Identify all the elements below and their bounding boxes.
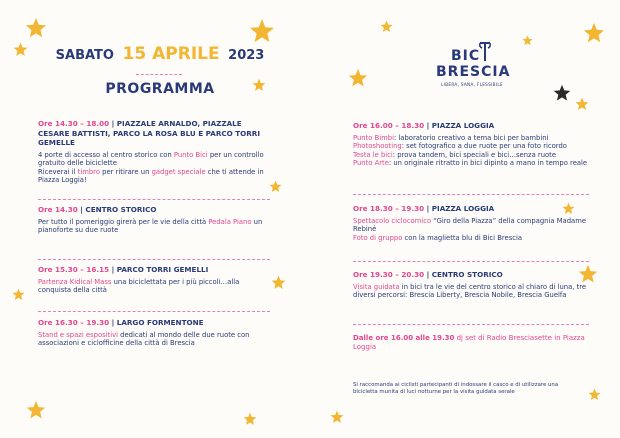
schedule-item-heading: Ore 16.30 – 19.30 | LARGO FORMENTONE (38, 318, 204, 327)
schedule-item-text: Stand e spazi espositivi dedicati al mondo delle due ruote con associazioni e ciclofficine della città di Brescia (38, 330, 250, 348)
schedule-item-text: Riceverai il timbro per ritirare un gadget speciale che ti attende in Piazza Loggia! (38, 167, 264, 185)
star-icon (249, 18, 275, 44)
safety-note: Si raccomanda ai ciclisti partecipanti di indossare il casco e di utilizzare una bicicletta munita di luci notturne per la visita guidata serale (353, 382, 559, 396)
schedule-item-text: Testa le bici: prova tandem, bici speciali e bici…senza ruote (353, 150, 557, 159)
schedule-item-text: Spettacolo ciclocomico “Giro della Piazza” della compagnia Madame Rebiné (353, 216, 587, 234)
star-icon (553, 84, 571, 102)
bicycle-icon (478, 40, 492, 62)
schedule-item-text: Punto Arte: un originale ritratto in bici dipinto a mano in tempo reale (353, 159, 588, 168)
event-date-value: 15 APRILE (122, 44, 220, 64)
schedule-item-heading: Ore 16.00 – 18.30 | PIAZZA LOGGIA (353, 121, 495, 130)
star-icon (575, 97, 589, 111)
star-icon (588, 388, 601, 401)
schedule-item-text: Dalle ore 16.00 alle 19.30 dj set di Radio Bresciasette in Piazza Loggia (353, 334, 585, 351)
schedule-item-heading: Ore 15.30 – 16.15 | PARCO TORRI GEMELLI (38, 265, 209, 274)
logo-line-2: BRESCIA (436, 64, 511, 80)
star-icon (243, 412, 257, 426)
schedule-item-heading: Ore 14.30 – 18.00 | PIAZZALE ARNALDO, PIAZZALE CESARE BATTISTI, PARCO LA ROSA BLU E PARCO TORRI GEMELLE (38, 119, 261, 147)
divider (136, 74, 182, 75)
schedule-item-text: 4 porte di accesso al centro storico con Punto Bici per un controllo gratuito delle biciclette (38, 150, 264, 168)
schedule-item-text: Partenza Kidical Mass una biciclettata per i più piccoli…alla conquista della città (38, 277, 240, 295)
schedule-item-heading: Ore 18.30 – 19.30 | PIAZZA LOGGIA (353, 204, 495, 213)
schedule-item-8 (353, 334, 589, 351)
star-icon (330, 410, 344, 424)
divider (38, 199, 270, 200)
star-icon (269, 180, 282, 193)
star-icon (380, 20, 393, 33)
schedule-item-6 (353, 205, 589, 242)
schedule-item-4 (38, 319, 270, 348)
schedule-item-text: Foto di gruppo con la maglietta blu di Bici Brescia (353, 233, 523, 242)
divider (38, 259, 270, 260)
schedule-item-text: Visita guidata in bici tra le vie del centro storico al chiaro di luna, tre diversi percorsi: Brescia Liberty, Brescia Nobile, Brescia Guelfa (353, 282, 587, 300)
schedule-item-text: Per tutto il pomeriggio girerà per le vie della città Pedala Piano un pianoforte su due ruote (38, 217, 263, 235)
divider (353, 194, 589, 195)
star-icon (13, 42, 28, 57)
star-icon (25, 17, 47, 39)
logo-tagline: LIBERA, SANA, FLESSIBILE (441, 82, 503, 87)
schedule-item-5 (353, 122, 589, 168)
star-icon (522, 35, 533, 46)
divider (353, 324, 589, 325)
page-title: PROGRAMMA (105, 81, 215, 97)
schedule-item-heading: Ore 14.30 | CENTRO STORICO (38, 205, 157, 214)
schedule-item-heading: Ore 19.30 – 20.30 | CENTRO STORICO (353, 270, 503, 279)
logo-line-1: BIC (451, 48, 481, 64)
star-icon (583, 22, 605, 44)
divider (353, 261, 589, 262)
event-date (55, 44, 265, 64)
schedule-item-2 (38, 206, 270, 235)
divider (38, 311, 270, 312)
event-day: SABATO (55, 48, 114, 63)
schedule-item-7 (353, 271, 589, 300)
schedule-item-text: Photoshooting: set fotografico a due ruote per una foto ricordo (353, 142, 567, 151)
star-icon (271, 275, 286, 290)
schedule-item-text: Punto Bimbi: laboratorio creativo a tema bici per bambini (353, 133, 549, 142)
schedule-item-3 (38, 266, 270, 295)
star-icon (26, 400, 46, 420)
schedule-item-1 (38, 119, 270, 185)
star-icon (12, 288, 25, 301)
event-year: 2023 (228, 48, 265, 63)
star-icon (348, 68, 368, 88)
